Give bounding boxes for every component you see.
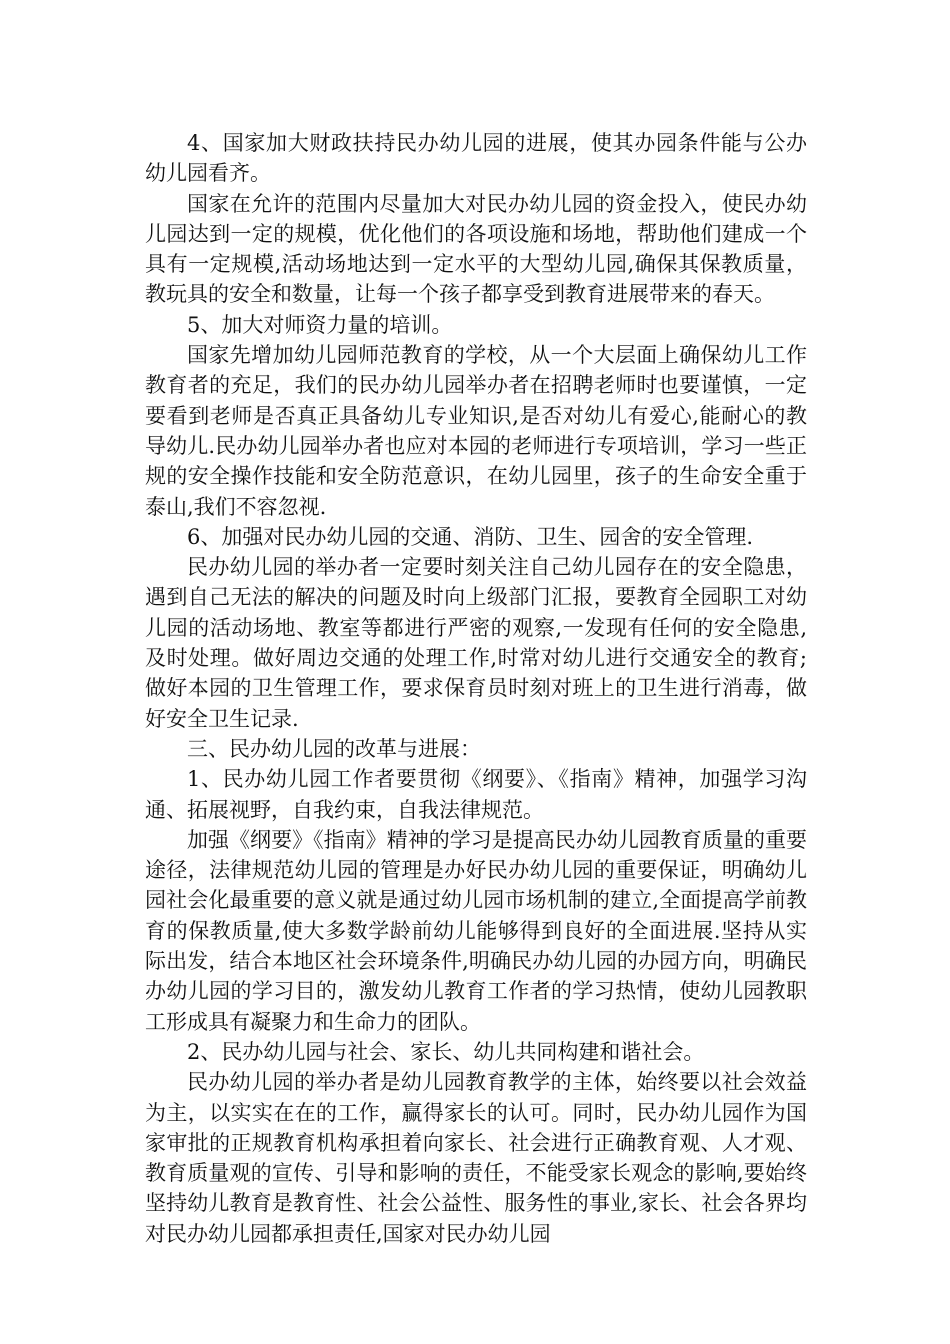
section-heading-6: 6、加强对民办幼儿园的交通、消防、卫生、园舍的安全管理. — [187, 524, 754, 549]
section-heading-4: 4、国家加大财政扶持民办幼儿园的进展，使其办园条件能与公办幼儿园看齐。 — [145, 131, 807, 186]
body-paragraph: 国家在允许的范围内尽量加大对民办幼儿园的资金投入，使民办幼儿园达到一定的规模，优化他们的各项设施和场地，帮助他们建成一个具有一定规模,活动场地达到一定水平的大型幼儿园,确保其保教质量，教玩具的安全和数量，让每一个孩子都享受到教育进展带来的春天。 — [145, 191, 807, 307]
body-paragraph: 民办幼儿园的举办者是幼儿园教育教学的主体，始终要以社会效益为主，以实实在在的工作，赢得家长的认可。同时，民办幼儿园作为国家审批的正规教育机构承担着向家长、社会进行正确教育观、人才观、教育质量观的宣传、引导和影响的责任，不能受家长观念的影响,要始终坚持幼儿教育是教育性、社会公益性、服务性的事业,家长、社会各界均对民办幼儿园都承担责任,国家对民办幼儿园 — [145, 1070, 807, 1246]
section-heading-2: 2、民办幼儿园与社会、家长、幼儿共同构建和谐社会。 — [187, 1039, 705, 1064]
section-heading-1: 1、民办幼儿园工作者要贯彻《纲要》、《指南》精神，加强学习沟通、拓展视野，自我约束，自我法律规范。 — [145, 767, 807, 822]
body-paragraph: 国家先增加幼儿园师范教育的学校，从一个大层面上确保幼儿工作教育者的充足，我们的民办幼儿园举办者在招聘老师时也要谨慎，一定要看到老师是否真正具备幼儿专业知识,是否对幼儿有爱心,能耐心的教导幼儿.民办幼儿园举办者也应对本园的老师进行专项培训，学习一些正规的安全操作技能和安全防范意识，在幼儿园里，孩子的生命安全重于泰山,我们不容忽视. — [145, 343, 807, 519]
body-paragraph: 民办幼儿园的举办者一定要时刻关注自己幼儿园存在的安全隐患，遇到自己无法的解决的问题及时向上级部门汇报，要教育全园职工对幼儿园的活动场地、教室等都进行严密的观察,一发现有任何的安全隐患,及时处理。做好周边交通的处理工作,时常对幼儿进行交通安全的教育;做好本园的卫生管理工作，要求保育员时刻对班上的卫生进行消毒，做好安全卫生记录. — [145, 555, 807, 731]
document-body — [145, 128, 807, 1249]
chapter-heading-3: 三、民办幼儿园的改革与进展： — [187, 736, 481, 761]
body-paragraph: 加强《纲要》《指南》精神的学习是提高民办幼儿园教育质量的重要途径，法律规范幼儿园的管理是办好民办幼儿园的重要保证，明确幼儿园社会化最重要的意义就是通过幼儿园市场机制的建立,全面提高学前教育的保教质量,使大多数学龄前幼儿能够得到良好的全面进展.坚持从实际出发，结合本地区社会环境条件,明确民办幼儿园的办园方向，明确民办幼儿园的学习目的，激发幼儿教育工作者的学习热情，使幼儿园教职工形成具有凝聚力和生命力的团队。 — [145, 827, 807, 1034]
section-heading-5: 5、加大对师资力量的培训。 — [187, 312, 453, 337]
